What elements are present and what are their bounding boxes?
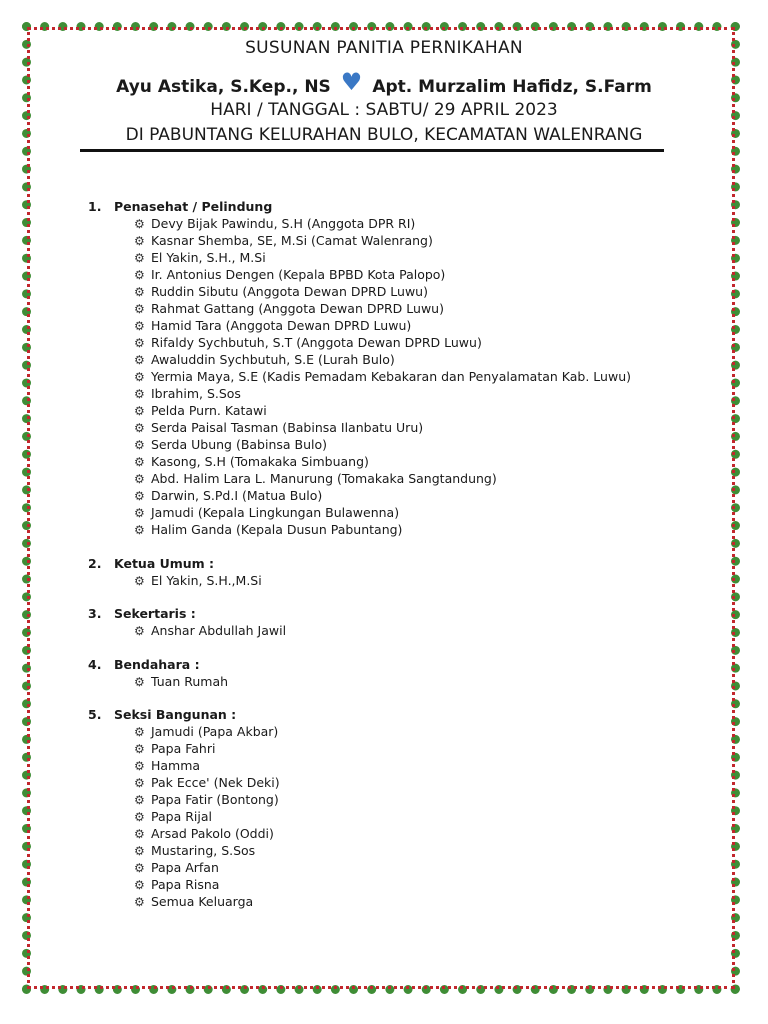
list-item [88,521,708,538]
gear-bullet-icon: ⚙ [134,455,145,469]
gear-bullet-icon: ⚙ [134,810,145,824]
member-name: Arsad Pakolo (Oddi) [151,826,274,841]
list-item [88,334,708,351]
committee-section [88,555,708,589]
gear-bullet-icon: ⚙ [134,844,145,858]
list-item [88,385,708,402]
list-item [88,419,708,436]
list-item [88,791,708,808]
section-number: 3. [88,606,102,621]
member-name: Mustaring, S.Sos [151,843,256,858]
gear-bullet-icon: ⚙ [134,878,145,892]
list-item [88,317,708,334]
couple-names [0,70,768,98]
member-name: Anshar Abdullah Jawil [151,623,287,638]
member-name: Ir. Antonius Dengen (Kepala BPBD Kota Palopo) [151,267,446,282]
list-item [88,876,708,893]
list-item [88,232,708,249]
gear-bullet-icon: ⚙ [134,268,145,282]
gear-bullet-icon: ⚙ [134,573,145,588]
member-name: Papa Fahri [151,741,216,756]
event-date: HARI / TANGGAL : SABTU/ 29 APRIL 2023 [210,100,558,120]
section-title: Seksi Bangunan : [114,707,237,722]
gear-bullet-icon: ⚙ [134,506,145,520]
list-item [88,859,708,876]
member-name: Pak Ecce' (Nek Deki) [151,775,280,790]
list-item [88,504,708,521]
section-heading [88,198,708,215]
list-item [88,470,708,487]
section-number: 2. [88,555,102,571]
heart-icon: ♥ [340,68,363,96]
gear-bullet-icon: ⚙ [134,285,145,299]
list-item [88,436,708,453]
gear-bullet-icon: ⚙ [134,523,145,537]
list-item [88,622,708,639]
member-name: Hamid Tara (Anggota Dewan DPRD Luwu) [151,318,412,333]
list-item [88,825,708,842]
list-item [88,283,708,300]
gear-bullet-icon: ⚙ [134,759,145,773]
member-name: Rahmat Gattang (Anggota Dewan DPRD Luwu) [151,301,444,316]
committee-sections [88,198,708,927]
member-name: Semua Keluarga [151,894,254,909]
gear-bullet-icon: ⚙ [134,421,145,435]
gear-bullet-icon: ⚙ [134,387,145,401]
list-item [88,351,708,368]
gear-bullet-icon: ⚙ [134,353,145,367]
gear-bullet-icon: ⚙ [134,251,145,265]
gear-bullet-icon: ⚙ [134,438,145,452]
section-title: Sekertaris : [114,606,196,621]
member-name: El Yakin, S.H., M.Si [151,250,266,265]
list-item [88,774,708,791]
list-item [88,842,708,859]
section-heading [88,605,708,622]
header-divider [80,149,664,152]
bride-name: Ayu Astika, S.Kep., NS [116,77,331,97]
gear-bullet-icon: ⚙ [134,725,145,739]
gear-bullet-icon: ⚙ [134,217,145,231]
gear-bullet-icon: ⚙ [134,793,145,807]
member-name: Kasong, S.H (Tomakaka Simbuang) [151,454,369,469]
list-item [88,757,708,774]
gear-bullet-icon: ⚙ [134,370,145,384]
committee-section [88,198,708,538]
member-name: Abd. Halim Lara L. Manurung (Tomakaka Sangtandung) [151,471,497,486]
section-title: Bendahara : [114,656,200,672]
section-number: 4. [88,656,102,672]
gear-bullet-icon: ⚙ [134,624,145,638]
member-name: Papa Arfan [151,860,219,875]
gear-bullet-icon: ⚙ [134,861,145,875]
section-heading [88,706,708,723]
gear-bullet-icon: ⚙ [134,674,145,689]
member-name: Jamudi (Papa Akbar) [151,724,279,739]
list-item [88,673,708,690]
member-name: Jamudi (Kepala Lingkungan Bulawenna) [151,505,400,520]
list-item [88,266,708,283]
committee-section [88,605,708,639]
committee-section [88,706,708,910]
section-number: 5. [88,707,102,722]
list-item [88,300,708,317]
list-item [88,487,708,504]
member-name: Papa Fatir (Bontong) [151,792,279,807]
member-name: El Yakin, S.H.,M.Si [151,572,262,588]
gear-bullet-icon: ⚙ [134,319,145,333]
member-name: Papa Rijal [151,809,212,824]
section-title: Penasehat / Pelindung [114,199,273,214]
list-item [88,740,708,757]
member-name: Ibrahim, S.Sos [151,386,241,401]
gear-bullet-icon: ⚙ [134,472,145,486]
member-name: Darwin, S.Pd.I (Matua Bulo) [151,488,323,503]
section-heading [88,656,708,673]
section-heading [88,555,708,572]
list-item [88,215,708,232]
list-item [88,723,708,740]
member-name: Ruddin Sibutu (Anggota Dewan DPRD Luwu) [151,284,428,299]
gear-bullet-icon: ⚙ [134,827,145,841]
gear-bullet-icon: ⚙ [134,336,145,350]
gear-bullet-icon: ⚙ [134,404,145,418]
gear-bullet-icon: ⚙ [134,302,145,316]
member-name: Serda Paisal Tasman (Babinsa Ilanbatu Uru) [151,420,424,435]
gear-bullet-icon: ⚙ [134,234,145,248]
groom-name: Apt. Murzalim Hafidz, S.Farm [372,77,652,97]
member-name: Hamma [151,758,201,773]
member-name: Pelda Purn. Katawi [151,403,267,418]
event-place: DI PABUNTANG KELURAHAN BULO, KECAMATAN WALENRANG [125,125,643,145]
member-name: Rifaldy Sychbutuh, S.T (Anggota Dewan DPRD Luwu) [151,335,482,350]
gear-bullet-icon: ⚙ [134,742,145,756]
section-number: 1. [88,199,102,214]
member-name: Yermia Maya, S.E (Kadis Pemadam Kebakaran dan Penyalamatan Kab. Luwu) [151,369,631,384]
member-name: Kasnar Shemba, SE, M.Si (Camat Walenrang) [151,233,433,248]
section-title: Ketua Umum : [114,555,215,571]
gear-bullet-icon: ⚙ [134,489,145,503]
document-title: SUSUNAN PANITIA PERNIKAHAN [245,38,523,58]
member-name: Devy Bijak Pawindu, S.H (Anggota DPR RI) [151,216,416,231]
gear-bullet-icon: ⚙ [134,895,145,909]
member-name: Awaluddin Sychbutuh, S.E (Lurah Bulo) [151,352,395,367]
list-item [88,453,708,470]
member-name: Tuan Rumah [151,673,229,689]
list-item [88,249,708,266]
list-item [88,893,708,910]
list-item [88,368,708,385]
list-item [88,572,708,589]
gear-bullet-icon: ⚙ [134,776,145,790]
list-item [88,402,708,419]
member-name: Papa Risna [151,877,220,892]
member-name: Serda Ubung (Babinsa Bulo) [151,437,328,452]
list-item [88,808,708,825]
member-name: Halim Ganda (Kepala Dusun Pabuntang) [151,522,403,537]
committee-section [88,656,708,690]
